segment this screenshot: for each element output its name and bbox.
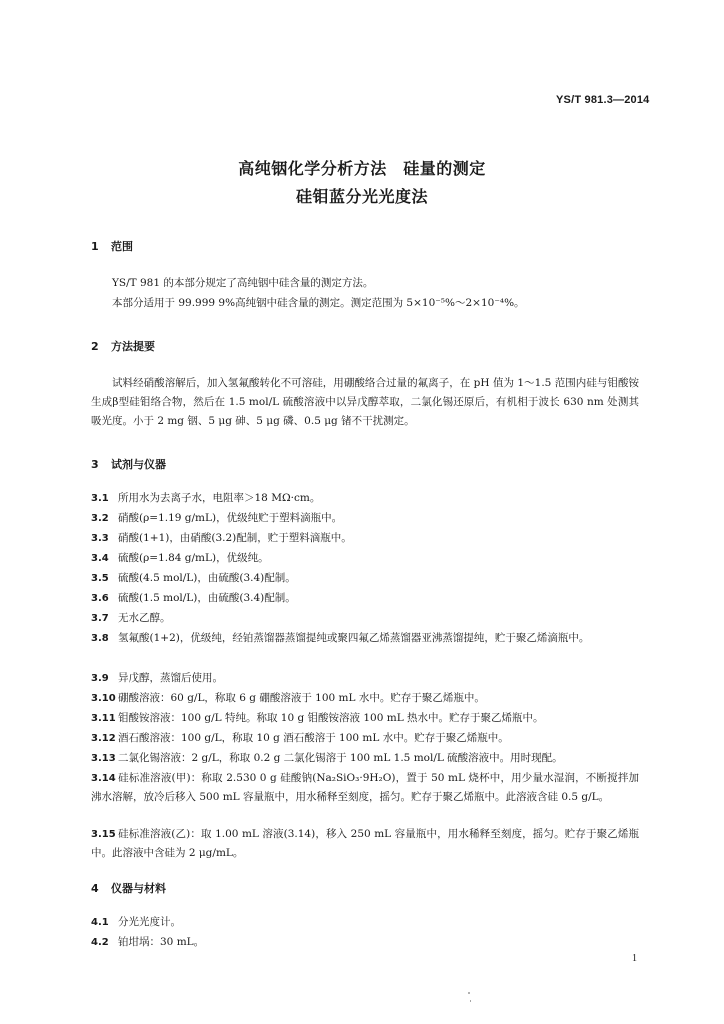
item-number: 3.4	[91, 553, 109, 564]
item-number: 3.11	[91, 713, 116, 724]
item-text: 氢氟酸(1+2)，优级纯，经铂蒸馏器蒸馏提纯或聚四氟乙烯蒸馏器亚沸蒸馏提纯，贮于聚乙烯滴瓶中。	[118, 632, 590, 644]
item-text: 酒石酸溶液：100 g/L，称取 10 g 酒石酸溶于 100 mL 水中。贮存于聚乙烯瓶中。	[118, 732, 509, 744]
reagent-item	[91, 669, 639, 688]
item-text: 所用水为去离子水，电阻率＞18 MΩ·cm。	[118, 492, 321, 504]
item-text: 分光光度计。	[118, 916, 181, 928]
reagent-item	[91, 729, 639, 748]
reagent-item	[91, 769, 639, 807]
section-heading-scope	[91, 238, 133, 254]
item-number: 3.10	[91, 693, 116, 704]
item-text: 二氯化锡溶液：2 g/L，称取 0.2 g 二氯化锡溶于 100 mL 1.5 mol/L 硫酸溶液中。用时现配。	[118, 752, 563, 764]
section-heading-principle	[91, 338, 155, 354]
item-number: 3.15	[91, 829, 116, 840]
section-title: 仪器与材料	[111, 882, 166, 895]
section-number: 4	[91, 882, 99, 895]
item-number: 3.1	[91, 493, 109, 504]
reagent-item	[91, 489, 639, 508]
item-number: 3.5	[91, 573, 109, 584]
section-number: 2	[91, 340, 99, 353]
item-number: 3.13	[91, 753, 116, 764]
scan-speck	[468, 992, 470, 994]
item-text: 硫酸(ρ=1.84 g/mL)，优级纯。	[118, 552, 269, 564]
reagent-item	[91, 629, 639, 648]
item-text: 硼酸溶液：60 g/L，称取 6 g 硼酸溶液于 100 mL 水中。贮存于聚乙烯瓶中。	[118, 692, 485, 704]
item-text: 硅标准溶液(乙)：取 1.00 mL 溶液(3.14)，移入 250 mL 容量瓶中，用水稀释至刻度，摇匀。贮存于聚乙烯瓶中。此溶液中含硅为 2 μg/mL。	[91, 828, 639, 859]
page-number: 1	[632, 953, 637, 964]
item-text: 硝酸(ρ=1.19 g/mL)，优级纯贮于塑料滴瓶中。	[118, 512, 343, 524]
section-title: 方法提要	[111, 340, 155, 353]
item-number: 3.14	[91, 773, 116, 784]
item-text: 硅标准溶液(甲)：称取 2.530 0 g 硅酸钠(Na₂SiO₃·9H₂O)，置于 50 mL 烧杯中，用少量水湿润，不断搅拌加沸水溶解，放冷后移入 500 mL 容量瓶中，用水稀释至刻度，摇匀。贮存于聚乙烯瓶中。此溶液含硅 0.5 g/L。	[91, 772, 639, 803]
item-number: 3.9	[91, 673, 109, 684]
item-number: 4.1	[91, 917, 109, 928]
item-number: 3.8	[91, 633, 109, 644]
item-text: 钼酸铵溶液：100 g/L 特纯。称取 10 g 钼酸铵溶液 100 mL 热水中。贮存于聚乙烯瓶中。	[118, 712, 544, 724]
reagent-item	[91, 529, 639, 548]
item-number: 3.7	[91, 613, 109, 624]
section-heading-instruments	[91, 880, 166, 896]
item-text: 硫酸(1.5 mol/L)，由硫酸(3.4)配制。	[118, 592, 296, 604]
reagent-item	[91, 609, 639, 628]
section-number: 1	[91, 240, 99, 253]
instrument-item	[91, 933, 639, 952]
scan-speck	[470, 1000, 471, 1002]
reagent-item	[91, 549, 639, 568]
item-text: 硫酸(4.5 mol/L)，由硫酸(3.4)配制。	[118, 572, 296, 584]
section-heading-reagents	[91, 456, 166, 472]
section-title: 试剂与仪器	[111, 458, 166, 471]
section-number: 3	[91, 458, 99, 471]
section-title: 范围	[111, 240, 133, 253]
item-number: 3.3	[91, 533, 109, 544]
reagent-item	[91, 749, 639, 768]
document-title: 高纯铟化学分析方法 硅量的测定	[238, 159, 486, 178]
principle-paragraph: 试料经硝酸溶解后，加入氢氟酸转化不可溶硅，用硼酸络合过量的氟离子，在 pH 值为 1～1.5 范围内硅与钼酸铵生成β型硅钼络合物，然后在 1.5 mol/L 硫酸溶液中以异戊醇萃取，二氯化锡还原后，有机相于波长 630 nm 处测其吸光度。小于 2 mg 铟、5 μg 砷、5 μg 磷、0.5 μg 锗不干扰测定。	[91, 377, 639, 427]
item-text: 铂坩埚：30 mL。	[118, 936, 205, 948]
reagent-item	[91, 689, 639, 708]
item-number: 4.2	[91, 937, 109, 948]
item-number: 3.6	[91, 593, 109, 604]
document-subtitle: 硅钼蓝分光光度法	[295, 187, 428, 206]
standard-code: YS/T 981.3—2014	[556, 94, 650, 106]
item-number: 3.12	[91, 733, 116, 744]
instrument-item	[91, 913, 639, 932]
scope-paragraph-2: 本部分适用于 99.999 9%高纯铟中硅含量的测定。测定范围为 5×10⁻⁵%～2×10⁻⁴%。	[112, 297, 525, 309]
item-text: 硝酸(1+1)，由硝酸(3.2)配制，贮于塑料滴瓶中。	[118, 532, 352, 544]
reagent-item	[91, 709, 639, 728]
item-text: 无水乙醇。	[118, 612, 171, 624]
reagent-item	[91, 589, 639, 608]
reagent-item	[91, 569, 639, 588]
item-number: 3.2	[91, 513, 109, 524]
item-text: 异戊醇，蒸馏后使用。	[118, 672, 223, 684]
reagent-item	[91, 825, 639, 863]
scope-paragraph-1: YS/T 981 的本部分规定了高纯铟中硅含量的测定方法。	[112, 277, 374, 289]
reagent-item	[91, 509, 639, 528]
